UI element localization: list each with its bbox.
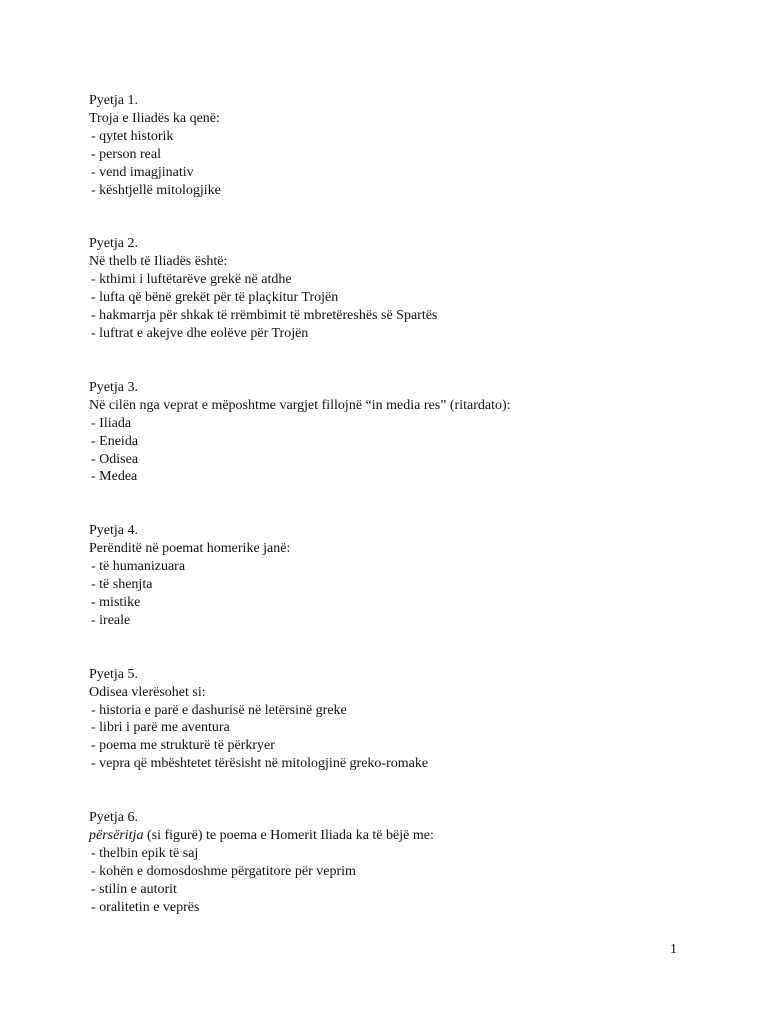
question-prompt: Odisea vlerësohet si: [89, 684, 206, 700]
answer-option: - lufta që bënë grekët për të plaçkitur Trojën [91, 290, 339, 306]
question-number: Pyetja 6. [89, 810, 138, 826]
answer-option: - oralitetin e veprës [91, 899, 200, 915]
question-3 [89, 379, 709, 486]
answer-option: - Odisea [91, 451, 139, 467]
answer-option: - vend imagjinativ [91, 164, 194, 180]
question-prompt [89, 827, 709, 845]
answer-option: - mistike [91, 594, 141, 610]
answer-option: - libri i parë me aventura [91, 720, 230, 736]
answer-option: - Eneida [91, 433, 139, 449]
question-prompt-rest: (si figurë) te poema e Homerit Iliada ka të bëjë me: [143, 828, 434, 844]
answer-option: - ireale [91, 612, 131, 628]
question-number: Pyetja 2. [89, 236, 138, 252]
answer-option: - poema me strukturë të përkryer [91, 738, 275, 754]
answer-option: - qytet historik [91, 128, 174, 144]
question-number: Pyetja 5. [89, 666, 138, 682]
answer-option: - kthimi i luftëtarëve grekë në atdhe [91, 272, 292, 288]
answer-option: - kështjellë mitologjike [91, 182, 221, 198]
question-1 [89, 92, 709, 199]
answer-option: - hakmarrja për shkak të rrëmbimit të mbretëreshës së Spartës [91, 308, 438, 324]
question-4 [89, 522, 709, 629]
answer-option: - Medea [91, 469, 138, 485]
answer-option: - Iliada [91, 415, 132, 431]
question-list [89, 92, 709, 953]
question-6 [89, 809, 709, 916]
answer-option: - thelbin epik të saj [91, 846, 199, 861]
answer-option: - të humanizuara [91, 559, 186, 575]
answer-option: - të shenjta [91, 577, 153, 593]
question-prompt: Troja e Iliadës ka qenë: [89, 110, 220, 126]
question-number: Pyetja 4. [89, 523, 138, 539]
question-number: Pyetja 3. [89, 379, 138, 395]
question-5 [89, 666, 709, 773]
question-prompt: Në thelb të Iliadës është: [89, 254, 228, 270]
answer-option: - luftrat e akejve dhe eolëve për Trojën [91, 325, 309, 341]
answer-option: - person real [91, 146, 161, 162]
question-prompt: Perënditë në poemat homerike janë: [89, 541, 291, 557]
page-number: 1 [670, 942, 677, 957]
question-2 [89, 235, 709, 342]
question-number: Pyetja 1. [89, 93, 138, 108]
answer-option: - vepra që mbështetet tërësisht në mitologjinë greko-romake [91, 756, 429, 772]
answer-option: - kohën e domosdoshme përgatitore për veprim [91, 863, 356, 879]
question-prompt: Në cilën nga veprat e mëposhtme vargjet fillojnë “in media res” (ritardato): [89, 397, 511, 413]
answer-option: - stilin e autorit [91, 881, 177, 897]
answer-option: - historia e parë e dashurisë në letërsinë greke [91, 702, 347, 718]
question-prompt-italic: përsëritja [89, 828, 144, 844]
